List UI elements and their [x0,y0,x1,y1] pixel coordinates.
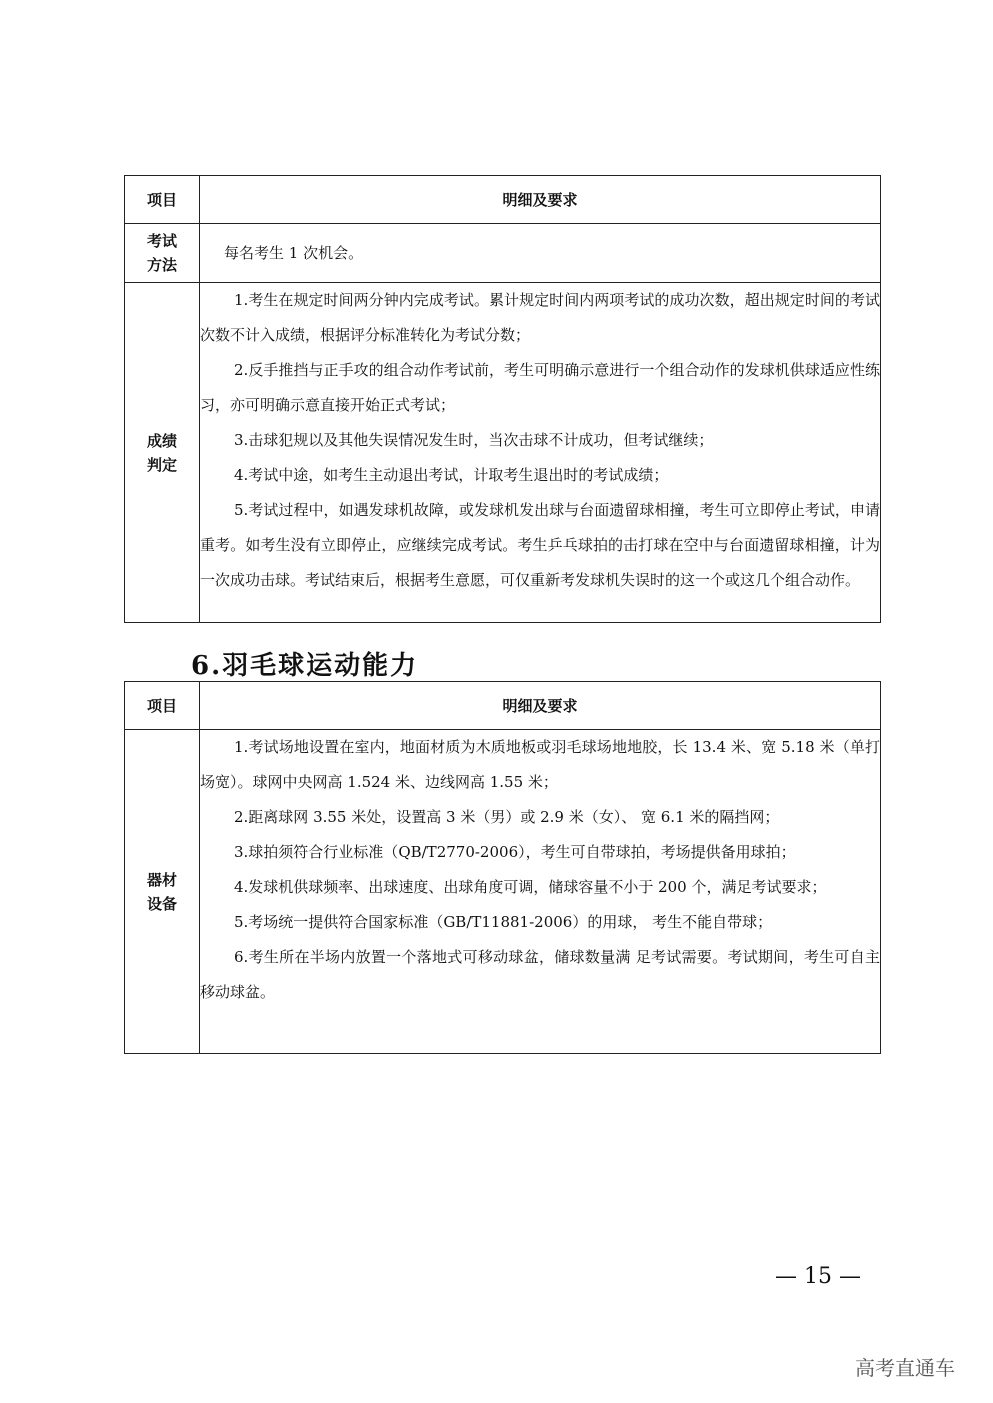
row-label-equipment [125,730,200,1054]
row-content-equipment [200,730,881,1054]
scoring-item-2: 2.反手推挡与正手攻的组合动作考试前，考生可明确示意进行一个组合动作的发球机供球适应性练习，亦可明确示意直接开始正式考试； [200,361,880,414]
header-item: 项目 [125,682,200,730]
row-label-equipment-line2: 设备 [146,894,177,913]
table-header-row [125,176,881,224]
scoring-item-3: 3.击球犯规以及其他失误情况发生时，当次击球不计成功，但考试继续； [234,431,714,449]
scoring-item-1: 1.考生在规定时间两分钟内完成考试。累计规定时间内两项考试的成功次数，超出规定时间的考试次数不计入成绩，根据评分标准转化为考试分数； [200,291,880,344]
row-label-equipment-line1: 器材 [146,870,177,889]
header-detail: 明细及要求 [200,682,881,730]
row-label-method-line2: 方法 [146,256,177,274]
header-item: 项目 [125,176,200,224]
row-label-scoring-line2: 判定 [146,455,177,474]
equipment-item-2: 2.距离球网 3.55 米处，设置高 3 米（男）或 2.9 米（女）、 宽 6.1 米的隔挡网； [234,808,780,826]
row-content-scoring [200,283,881,623]
exam-table-badminton [124,681,881,1054]
header-detail: 明细及要求 [200,176,881,224]
page-number: — 15 — [775,1264,861,1289]
method-text: 每名考生 1 次机会。 [224,243,364,262]
equipment-item-4: 4.发球机供球频率、出球速度、出球角度可调，储球容量不小于 200 个，满足考试要求； [234,878,827,896]
row-label-method-line1: 考试 [146,232,177,250]
exam-table-table-tennis [124,175,881,623]
row-label-scoring [125,283,200,623]
table-header-row [125,682,881,730]
section-title: 6.羽毛球运动能力 [191,651,419,681]
equipment-item-1: 1.考试场地设置在室内，地面材质为木质地板或羽毛球场地地胶，长 13.4 米、宽 5.18 米（单打场宽）。球网中央网高 1.524 米、边线网高 1.55 米； [200,738,880,791]
scoring-item-4: 4.考试中途，如考生主动退出考试，计取考生退出时的考试成绩； [234,466,669,484]
row-label-scoring-line1: 成绩 [146,431,177,450]
row-content-method [200,224,881,283]
table-row-equipment [125,730,881,1054]
watermark: 高考直通车 [855,1356,955,1380]
table-row-method [125,224,881,283]
row-label-method [125,224,200,283]
equipment-item-3: 3.球拍须符合行业标准（QB/T2770-2006），考生可自带球拍，考场提供备用球拍； [234,843,796,861]
scoring-item-5: 5.考试过程中，如遇发球机故障，或发球机发出球与台面遗留球相撞，考生可立即停止考试，申请重考。如考生没有立即停止，应继续完成考试。考生乒乓球拍的击打球在空中与台面遗留球相撞，计为一次成功击球。考试结束后，根据考生意愿，可仅重新考发球机失误时的这一个或这几个组合动作。 [200,501,880,589]
equipment-item-6: 6.考生所在半场内放置一个落地式可移动球盆，储球数量满 足考试需要。考试期间，考生可自主移动球盆。 [200,948,880,1001]
table-row-scoring [125,283,881,623]
equipment-item-5: 5.考场统一提供符合国家标准（GB/T11881-2006）的用球， 考生不能自带球； [234,913,773,931]
